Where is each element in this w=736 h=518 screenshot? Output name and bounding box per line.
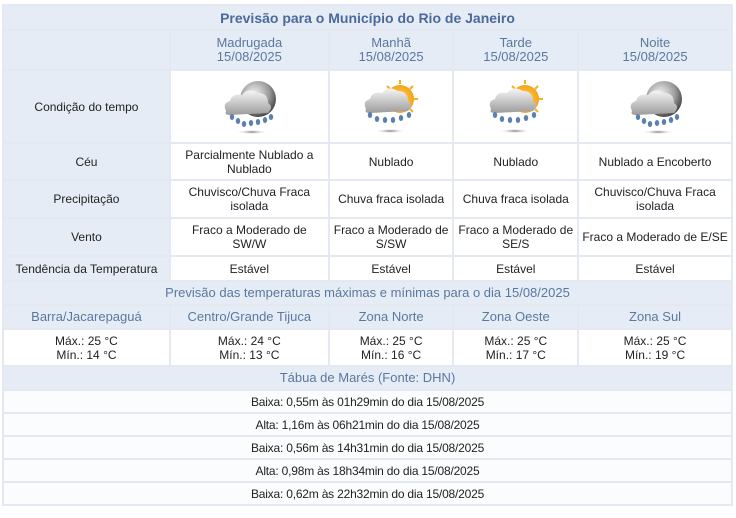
zone-temperature-cell [579,330,731,365]
sun-cloud-rain-icon [485,75,547,135]
period-header-madrugada [171,31,328,69]
temp-min: Mín.: 16 °C [361,347,422,362]
zone-header: Centro/Grande Tijuca [171,306,328,328]
temp-max: Máx.: 25 °C [623,333,687,348]
vento-cell: Fraco a Moderado de SW/W [171,219,328,255]
zone-header: Zona Sul [579,306,731,328]
period-name: Manhã [371,35,411,50]
forecast-table [2,4,733,506]
vento-cell: Fraco a Moderado de E/SE [579,219,731,255]
zone-temperature-cell [4,330,169,365]
precipitacao-cell: Chuva fraca isolada [330,181,453,217]
precipitacao-cell: Chuva fraca isolada [454,181,577,217]
tide-entry: Baixa: 0,56m às 14h31min do dia 15/08/2025 [4,437,731,458]
ceu-cell: Nublado [330,144,453,179]
tendencia-cell: Estável [579,257,731,280]
sun-cloud-rain-icon [360,75,422,135]
temp-max: Máx.: 25 °C [484,333,548,348]
period-header-manha [330,31,453,69]
period-date: 15/08/2025 [358,49,424,64]
row-label-ceu: Céu [4,144,169,179]
tendencia-cell: Estável [454,257,577,280]
period-name: Noite [639,35,671,50]
ceu-cell: Parcialmente Nublado a Nublado [171,144,328,179]
period-date: 15/08/2025 [483,49,549,64]
temp-min: Mín.: 13 °C [219,347,280,362]
vento-cell: Fraco a Moderado de S/SW [330,219,453,255]
period-header-noite [579,31,731,69]
zone-header: Barra/Jacarepaguá [4,306,169,328]
empty-corner-cell [4,31,169,69]
period-header-tarde [454,31,577,69]
night-cloud-rain-icon [218,75,280,135]
row-label-condicao: Condição do tempo [4,71,169,142]
condition-cell [454,71,577,142]
temp-min: Mín.: 14 °C [56,347,117,362]
tendencia-cell: Estável [171,257,328,280]
tide-entry: Baixa: 0,55m às 01h29min do dia 15/08/2025 [4,391,731,412]
vento-cell: Fraco a Moderado de SE/S [454,219,577,255]
condition-cell [171,71,328,142]
tendencia-cell: Estável [330,257,453,280]
temperatures-title: Previsão das temperaturas máximas e mínimas para o dia 15/08/2025 [4,282,731,304]
period-name: Tarde [499,35,533,50]
tides-title: Tábua de Marés (Fonte: DHN) [4,367,731,389]
row-label-precipitacao: Precipitação [4,181,169,217]
row-label-tendencia: Tendência da Temperatura [4,257,169,280]
period-name: Madrugada [216,35,283,50]
temp-max: Máx.: 25 °C [359,333,423,348]
row-label-vento: Vento [4,219,169,255]
night-cloud-rain-icon [624,75,686,135]
temp-max: Máx.: 25 °C [55,333,118,348]
condition-cell [579,71,731,142]
forecast-title: Previsão para o Município do Rio de Janeiro [4,6,731,29]
tide-entry: Alta: 1,16m às 06h21min do dia 15/08/2025 [4,414,731,435]
ceu-cell: Nublado [454,144,577,179]
ceu-cell: Nublado a Encoberto [579,144,731,179]
precipitacao-cell: Chuvisco/Chuva Fraca isolada [579,181,731,217]
zone-temperature-cell [330,330,453,365]
zone-header: Zona Oeste [454,306,577,328]
condition-cell [330,71,453,142]
zone-temperature-cell [454,330,577,365]
period-date: 15/08/2025 [622,49,688,64]
period-date: 15/08/2025 [216,49,282,64]
precipitacao-cell: Chuvisco/Chuva Fraca isolada [171,181,328,217]
temp-min: Mín.: 17 °C [485,347,546,362]
zone-header: Zona Norte [330,306,453,328]
weather-forecast-panel [2,4,733,506]
tide-entry: Baixa: 0,62m às 22h32min do dia 15/08/2025 [4,483,731,504]
temp-min: Mín.: 19 °C [624,347,686,362]
tide-entry: Alta: 0,98m às 18h34min do dia 15/08/2025 [4,460,731,481]
temp-max: Máx.: 24 °C [217,333,281,348]
zone-temperature-cell [171,330,328,365]
